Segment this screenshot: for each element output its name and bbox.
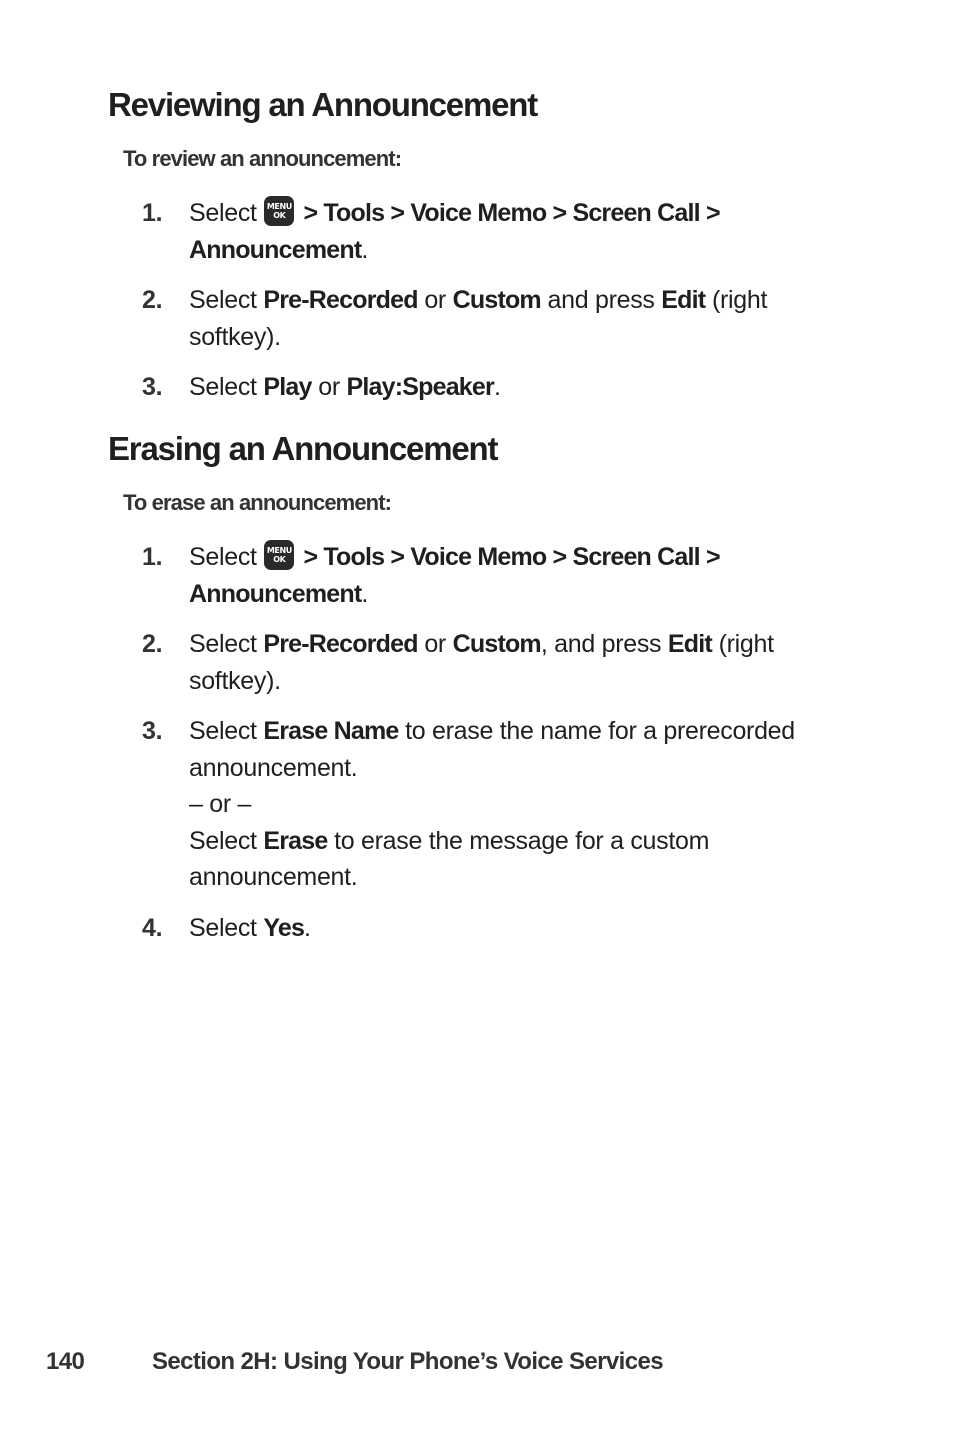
step-text: . (361, 235, 369, 264)
section-heading-erasing: Erasing an Announcement (108, 430, 498, 467)
step-text: and press (540, 286, 662, 314)
step-number: 1. (142, 199, 163, 227)
option-edit: Edit (667, 630, 712, 658)
menu-path: > Tools > Voice Memo > Screen Call > Announcement (189, 543, 720, 608)
option-erase: Erase (263, 826, 328, 855)
footer-section-title: Section 2H: Using Your Phone’s Voice Services (152, 1348, 663, 1375)
ok-key-label: OK (273, 555, 286, 564)
or-separator: – or – (189, 790, 252, 818)
step-text: Select (189, 826, 264, 855)
option-yes: Yes (263, 913, 305, 942)
step-text: to erase the message for a custom announcement. (189, 826, 710, 891)
section-subheading-reviewing: To review an announcement: (123, 146, 402, 171)
steps-list-reviewing (140, 195, 840, 406)
step-number: 2. (142, 286, 163, 314)
option-erase-name: Erase Name (263, 717, 399, 745)
step-text: or (417, 630, 453, 658)
step-text: Select (189, 630, 264, 658)
menu-path: > Tools > Voice Memo > Screen Call > Announcement (189, 199, 720, 264)
step-text: Select (189, 286, 264, 314)
step-text: Select (189, 717, 264, 745)
option-custom: Custom (452, 286, 541, 314)
step-number: 3. (142, 373, 163, 401)
step-text: . (493, 373, 501, 401)
step-item (140, 282, 840, 355)
step-text: . (304, 913, 311, 942)
menu-key-label: MENU (266, 202, 292, 211)
option-pre-recorded: Pre-Recorded (263, 630, 418, 658)
menu-ok-key-icon (264, 196, 294, 226)
step-number: 4. (142, 913, 163, 942)
step-item (140, 539, 840, 612)
step-item (140, 713, 840, 896)
option-pre-recorded: Pre-Recorded (263, 286, 418, 314)
option-play-speaker: Play:Speaker (346, 373, 494, 401)
step-number: 2. (142, 630, 163, 658)
step-item (140, 369, 840, 406)
section-subheading-erasing: To erase an announcement: (123, 490, 392, 515)
step-text: Select (189, 373, 264, 401)
step-item (140, 626, 840, 699)
step-item (140, 910, 840, 947)
step-item (140, 195, 840, 268)
step-text: , and press (540, 630, 668, 658)
section-heading-reviewing: Reviewing an Announcement (108, 86, 538, 123)
menu-ok-key-icon (264, 540, 294, 570)
step-text: to erase the name for a prerecorded announcement. (189, 717, 795, 782)
step-text: (right softkey). (189, 630, 774, 695)
option-edit: Edit (661, 286, 706, 314)
page-number: 140 (46, 1348, 85, 1375)
option-play: Play (263, 373, 312, 401)
step-text: or (311, 373, 347, 401)
menu-key-label: MENU (266, 546, 292, 555)
option-custom: Custom (452, 630, 541, 658)
step-text: or (417, 286, 453, 314)
step-number: 3. (142, 717, 163, 745)
step-text: Select (189, 913, 264, 942)
step-text: . (361, 579, 369, 608)
step-text: Select (189, 543, 264, 571)
steps-list-erasing (140, 539, 840, 946)
step-number: 1. (142, 543, 163, 571)
ok-key-label: OK (273, 211, 286, 220)
step-text: Select (189, 199, 264, 227)
step-text: (right softkey). (189, 286, 768, 351)
